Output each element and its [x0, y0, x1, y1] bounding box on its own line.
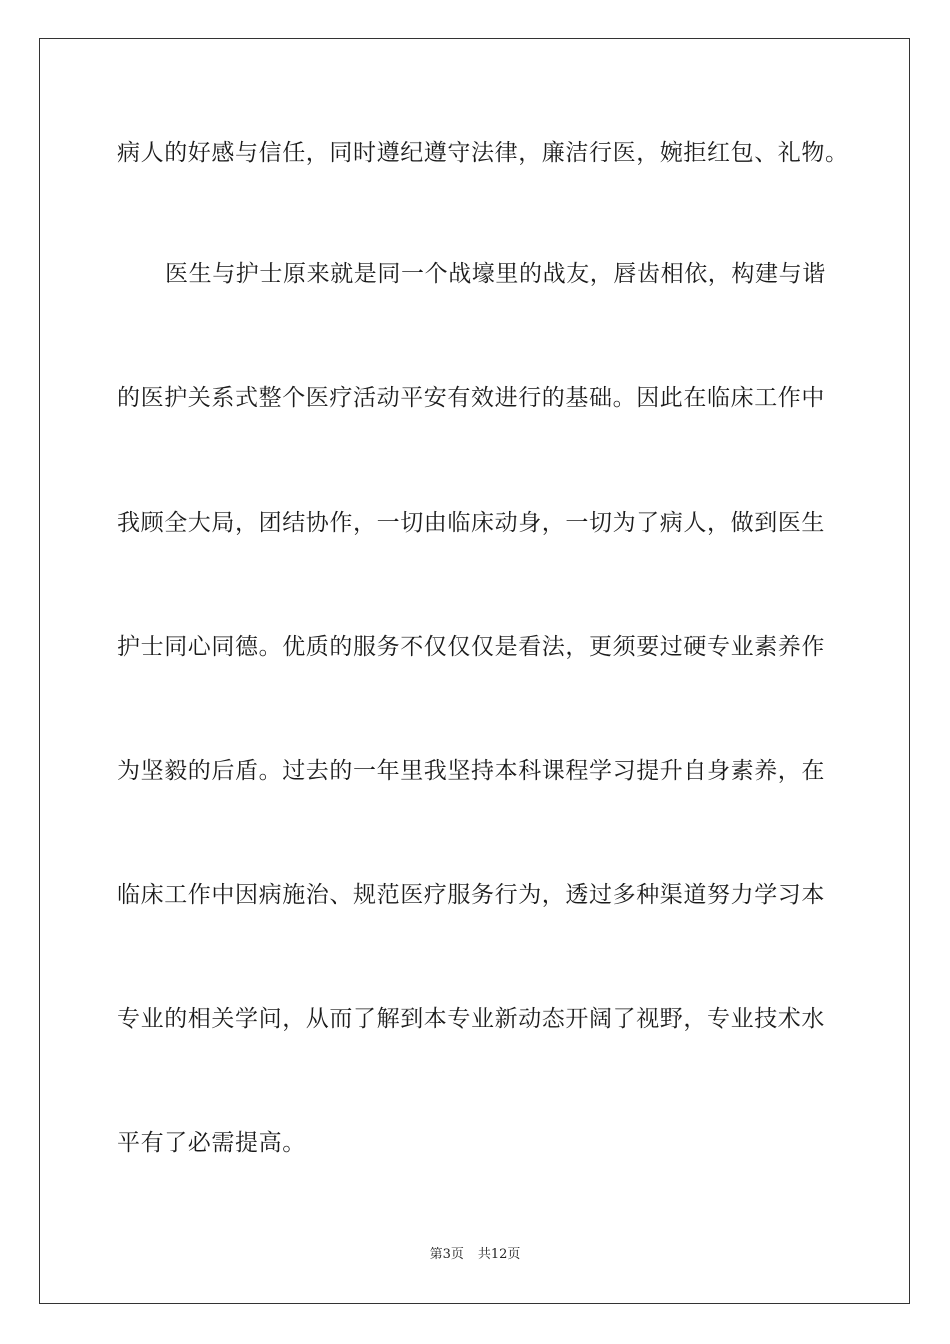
paragraph-line: 医生与护士原来就是同一个战壕里的战友，唇齿相依，构建与谐	[165, 261, 826, 287]
paragraph-line: 病人的好感与信任，同时遵纪遵守法律，廉洁行医，婉拒红包、礼物。	[117, 140, 849, 166]
paragraph-line: 临床工作中因病施治、规范医疗服务行为，透过多种渠道努力学习本	[117, 882, 825, 908]
paragraph-line: 的医护关系式整个医疗活动平安有效进行的基础。因此在临床工作中	[117, 385, 825, 411]
page-number: 第3页	[429, 1247, 464, 1262]
page-border	[39, 38, 910, 1304]
paragraph-line: 专业的相关学问，从而了解到本专业新动态开阔了视野，专业技术水	[117, 1006, 825, 1032]
page-total: 共12页	[477, 1247, 521, 1262]
paragraph-line: 平有了必需提高。	[117, 1130, 306, 1156]
page-footer	[0, 1246, 950, 1264]
paragraph-line: 为坚毅的后盾。过去的一年里我坚持本科课程学习提升自身素养，在	[117, 758, 825, 784]
paragraph-line: 护士同心同德。优质的服务不仅仅仅是看法，更须要过硬专业素养作	[117, 634, 825, 660]
paragraph-line: 我顾全大局，团结协作，一切由临床动身，一切为了病人，做到医生	[117, 510, 825, 536]
